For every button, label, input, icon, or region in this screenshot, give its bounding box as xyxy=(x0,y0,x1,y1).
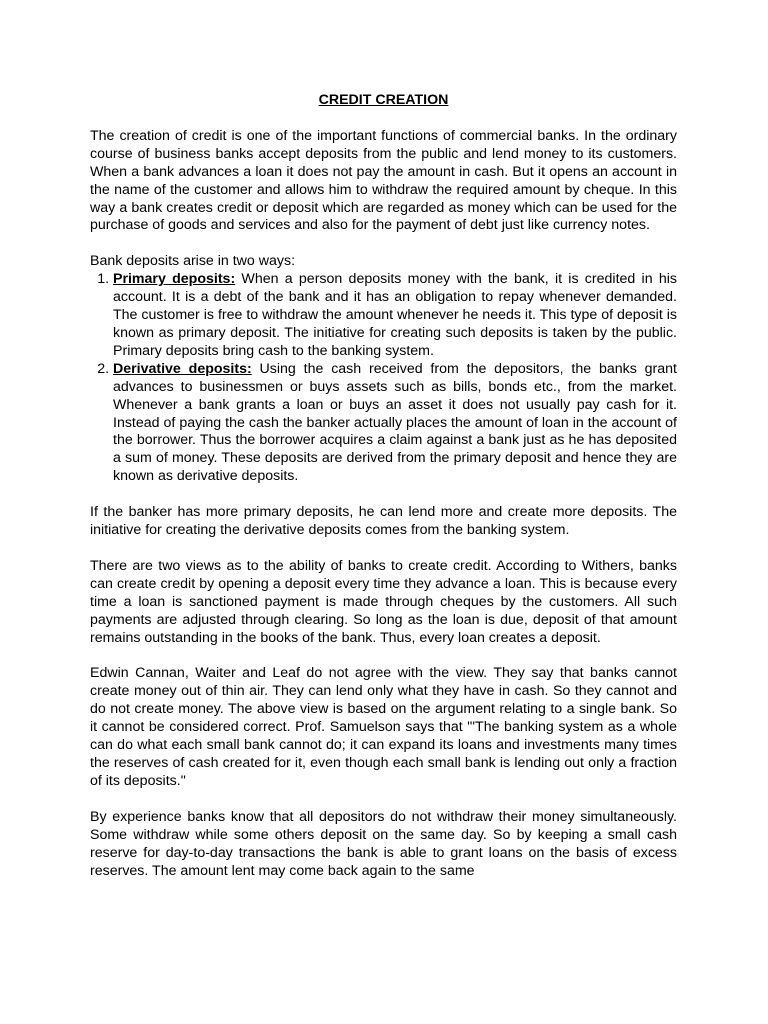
paragraph-cash-reserve: By experience banks know that all depositors do not withdraw their money simultaneously. Some withdraw while some others deposit on the same day. So by keeping a small cash reserve for day-to-day transactions the bank is able to grant loans on the basis of excess reserves. The amount lent may come back again to the same xyxy=(90,808,677,879)
paragraph-credit-creation: The creation of credit is one of the important functions of commercial banks. In the ordinary course of business banks accept deposits from the public and lend money to its customers. When a bank advances a loan it does not pay the amount in cash. But it opens an account in the name of the customer and allows him to withdraw the required amount by cheque. In this way a bank creates credit or deposit which are regarded as money which can be used for the purchase of goods and services and also for the payment of debt just like currency notes. xyxy=(90,127,677,234)
text-primary-deposits: When a person deposits money with the bank, it is credited in his account. It is a debt of the bank and it has an obligation to repay whenever demanded. The customer is free to withdraw the amount whenever he needs it. This type of deposit is known as primary deposit. The initiative for creating such deposits is taken by the public. Primary deposits bring cash to the banking system. xyxy=(113,271,677,359)
document-title: CREDIT CREATION xyxy=(318,92,449,108)
term-primary-deposits: Primary deposits: xyxy=(113,271,236,288)
list-intro: Bank deposits arise in two ways: xyxy=(90,253,296,270)
deposit-types-list xyxy=(90,271,677,486)
paragraph-primary-vs-derivative: If the banker has more primary deposits, he can lend more and create more deposits. The initiative for creating the derivative deposits comes from the banking system. xyxy=(90,504,677,539)
document-page xyxy=(90,92,677,880)
paragraph-withers-view: There are two views as to the ability of banks to create credit. According to Withers, banks can create credit by opening a deposit every time they advance a loan. This is because every time a loan is sanctioned payment is made through cheques by the customers. All such payments are adjusted through clearing. So long as the loan is due, deposit of that amount remains outstanding in the books of the bank. Thus, every loan creates a deposit. xyxy=(90,557,677,646)
paragraph-cannan-view: Edwin Cannan, Waiter and Leaf do not agree with the view. They say that banks cannot create money out of thin air. They can lend only what they have in cash. So they cannot and do not create money. The above view is based on the argument relating to a single bank. So it cannot be considered correct. Prof. Samuelson says that "'The banking system as a whole can do what each small bank cannot do; it can expand its loans and investments many times the reserves of cash created for it, even though each small bank is lending out only a fraction of its deposits." xyxy=(90,665,677,789)
list-item-primary-deposits xyxy=(113,271,677,361)
list-item-derivative-deposits xyxy=(113,361,677,486)
text-derivative-deposits: Using the cash received from the depositors, the banks grant advances to businessmen or buys assets such as bills, bonds etc., from the market. Whenever a bank grants a loan or buys an asset it does not usually pay cash for it. Instead of paying the cash the banker actually places the amount of loan in the account of the borrower. Thus the borrower acquires a claim against a bank just as he has deposited a sum of money. These deposits are derived from the primary deposit and hence they are known as derivative deposits. xyxy=(113,360,677,485)
term-derivative-deposits: Derivative deposits: xyxy=(113,360,252,377)
